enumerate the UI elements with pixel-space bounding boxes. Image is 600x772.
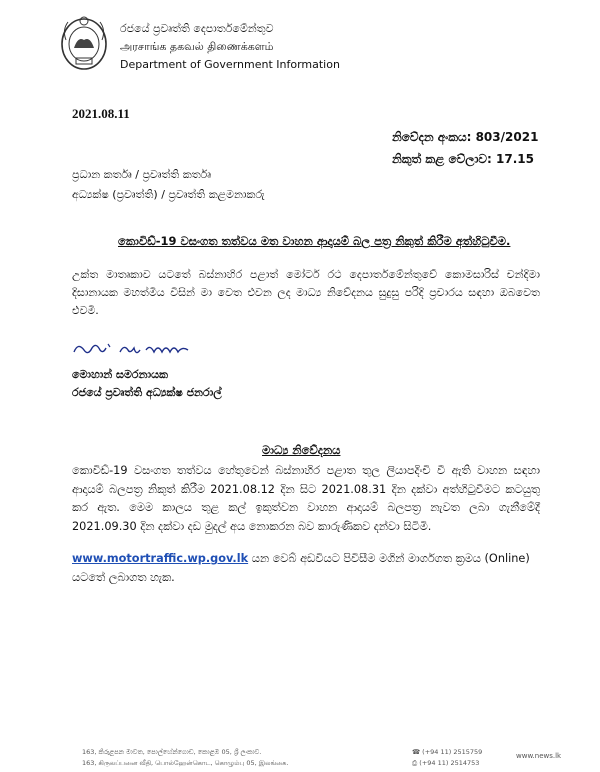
website-link[interactable]: www.motortraffic.wp.gov.lk — [72, 552, 249, 565]
signatory-title: රජයේ ප්‍රවෘත්ති අධ්‍යක්ෂ ජනරාල් — [72, 386, 222, 399]
footer-phone — [412, 748, 482, 756]
government-emblem — [58, 12, 110, 72]
media-release-body: කොවිඩ්-19 වසංගත තත්වය හේතුවෙන් බස්නාහිර පළාත තුල ලියාපදිංචි වී ඇති වාහන සඳහා ආදායම් බලපත්‍ර නිකුත් කිරීම 2021.08.12 දින සිට 2021.08.31 දින දක්වා අත්හිටුවීමට කටයුතු කර ඇත. මෙම කාලය තුළ කල් ඉකුත්වන වාහන ආදායම් බලපත්‍ර නැවත ලබා ගැනීමේදී 2021.09.30 දින දක්වා දඩ මුදල් අය නොකරන බව කාරුණිකව දන්වා සිටිමි. — [72, 464, 540, 533]
signatory-name: මොහාන් සමරනායක — [72, 368, 168, 381]
website-paragraph — [72, 550, 540, 587]
footer-address-tamil: 163, கிருலப்பனை வீதி, பொல்ஹேன்கொட, கொழும்பு 05, இலங்கை. — [82, 759, 289, 767]
phone-icon: ☎ — [412, 748, 423, 756]
footer-address-sinhala: 163, කිරුළපන මාවත, පොල්හේන්ගොඩ, කොළඹ 05, ශ්‍රී ලංකාව. — [82, 748, 262, 756]
footer-fax-number: (+94 11) 2514753 — [419, 759, 480, 767]
website-suffix: යන වෙබ් අඩවියට පිවිසීම මගින් මාර්ගගත ක්‍රමය (Online) යටතේ ලබාගත හැක. — [72, 552, 530, 584]
release-number: නිවේදන අංකය: 803/2021 — [392, 130, 539, 144]
department-name-sinhala: රජයේ ප්‍රවෘත්ති දෙපාර්තමේන්තුව — [120, 22, 274, 35]
footer-fax — [412, 759, 479, 768]
fax-icon: ⎙ — [412, 759, 420, 767]
document-date: 2021.08.11 — [72, 106, 130, 121]
recipient-editors: ප්‍රධාන කර්තෘ / ප්‍රවෘත්ති කර්තෘ — [72, 168, 211, 181]
subject-heading: කොවිඩ්-19 වසංගත තත්වය මත වාහන ආදායම් බල පත්‍ර නිකුත් කිරීම අත්හිටුවීම. — [118, 234, 511, 248]
department-name-tamil: அரசாங்க தகவல் திணைக்களம் — [120, 40, 274, 53]
release-time: නිකුත් කළ වේලාව: 17.15 — [392, 152, 534, 166]
intro-paragraph: උක්ත මාතෘකාව යටතේ බස්නාහිර පළාත් මෝටර් රථ දෙපාර්තමේන්තුවේ කොමසාරිස් චන්දිමා දිසානායක මහත්මිය විසින් මා වෙත එවන ලද මාධ්‍ය නිවේදනය සුදුසු පරිදි ප්‍රචාරය සඳහා ඔබවෙත එවමි. — [72, 268, 540, 317]
department-name-english: Department of Government Information — [120, 58, 340, 71]
footer-website[interactable]: www.news.lk — [516, 752, 562, 760]
recipient-directors: අධ්‍යක්ෂ (ප්‍රවෘත්ති) / ප්‍රවෘත්ති කළමනාකරු — [72, 188, 265, 201]
signature-image — [70, 338, 200, 362]
media-release-title: මාධ්‍ය නිවේදනය — [262, 443, 341, 457]
footer-phone-number: (+94 11) 2515759 — [422, 748, 483, 756]
